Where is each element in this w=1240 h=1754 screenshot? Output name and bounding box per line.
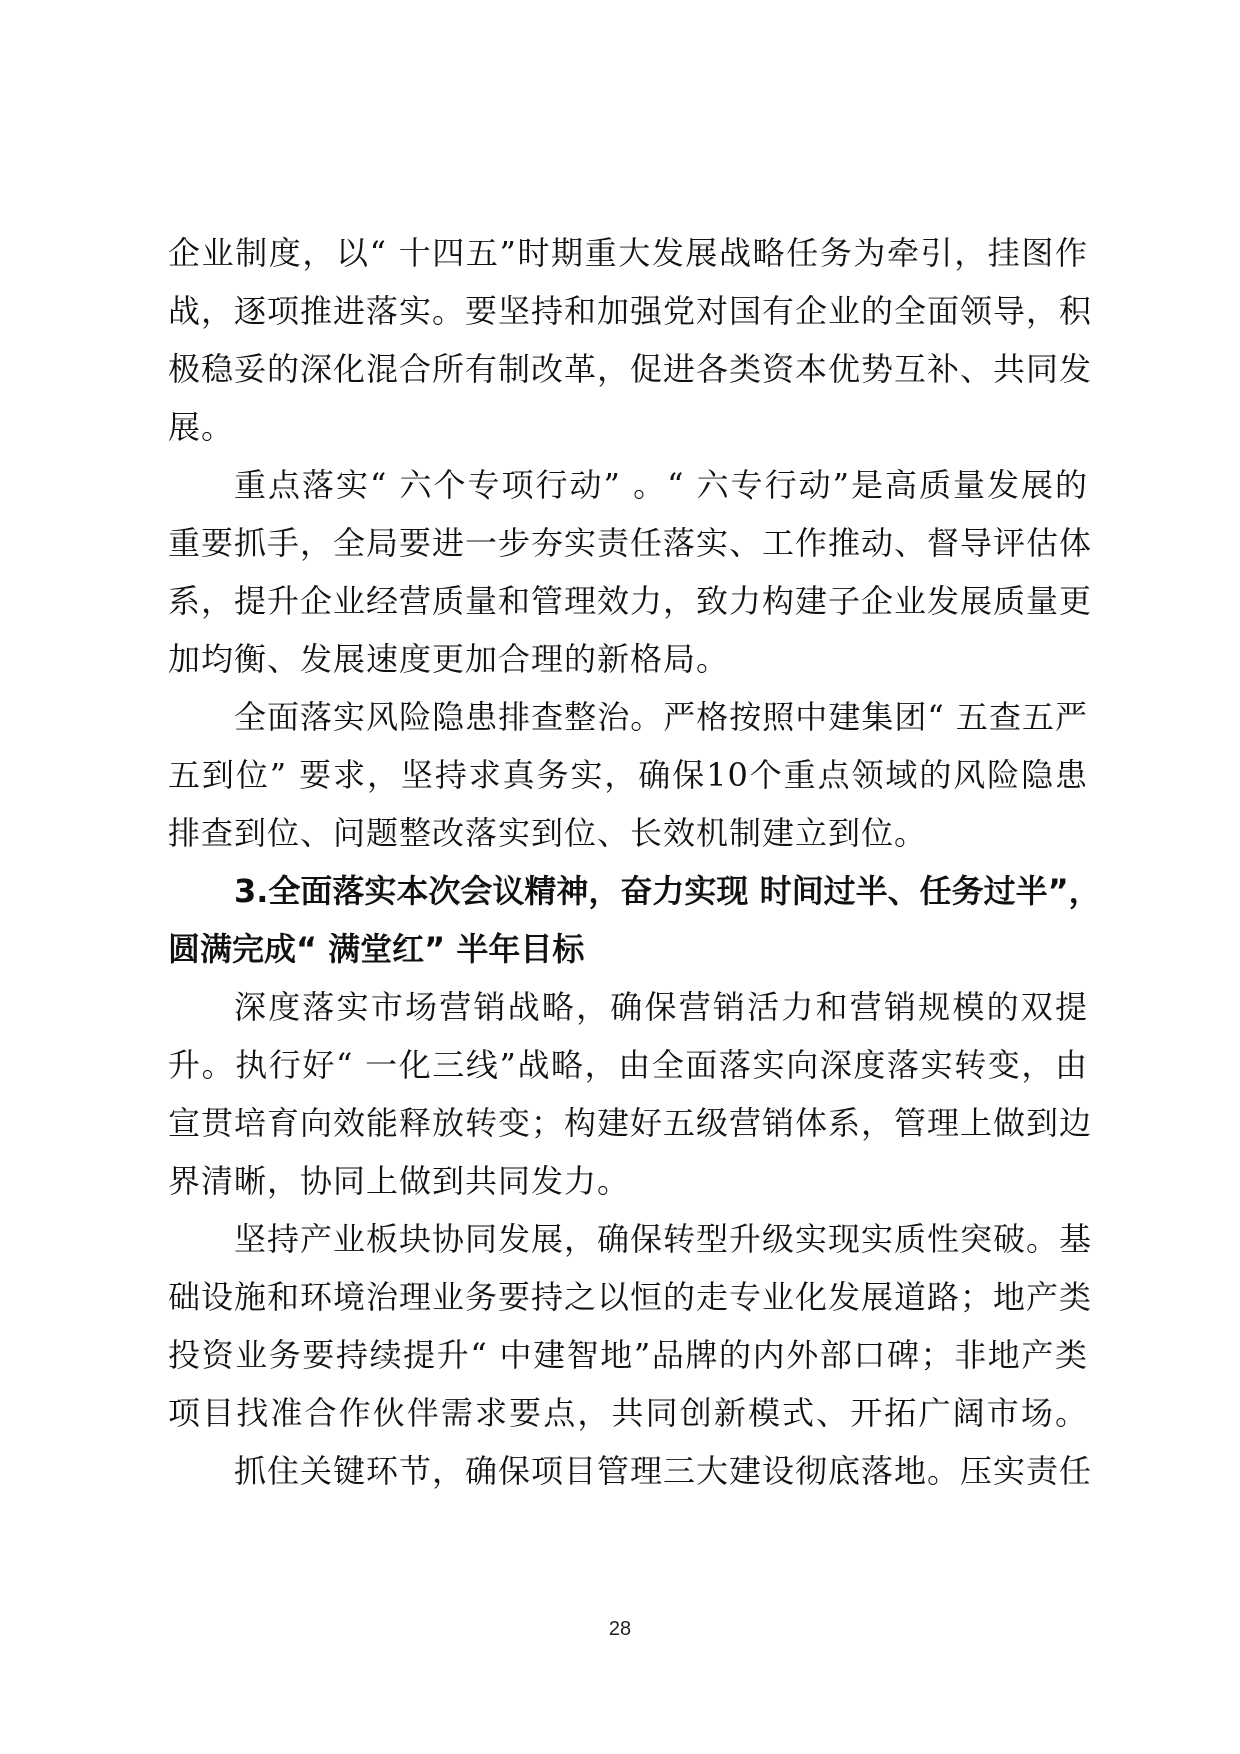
text-line: 加均衡、发展速度更加合理的新格局。	[168, 640, 730, 678]
text-line: 展。	[168, 408, 235, 446]
text-line: 排查到位、问题整改落实到位、长效机制建立到位。	[168, 814, 928, 852]
paragraph	[168, 456, 1093, 688]
paragraph	[168, 978, 1093, 1210]
paragraph	[168, 1442, 1093, 1500]
text-line: 宣贯培育向效能释放转变；构建好五级营销体系，管理上做到边	[168, 1104, 1093, 1142]
text-line: 五到位” 要求，坚持求真务实，确保10个重点领域的风险隐患	[168, 756, 1088, 794]
text-line: 项目找准合作伙伴需求要点，共同创新模式、开拓广阔市场。	[168, 1394, 1088, 1432]
text-line: 极稳妥的深化混合所有制改革，促进各类资本优势互补、共同发	[168, 350, 1093, 388]
paragraph	[168, 1210, 1093, 1442]
text-line: 战，逐项推进落实。要坚持和加强党对国有企业的全面领导，积	[168, 292, 1093, 330]
text-line: 系，提升企业经营质量和管理效力，致力构建子企业发展质量更	[168, 582, 1093, 620]
body-text	[168, 224, 1101, 1500]
heading-line: 圆满完成“ 满堂红” 半年目标	[168, 930, 585, 968]
page-number: 28	[608, 1618, 632, 1640]
text-line: 抓住关键环节，确保项目管理三大建设彻底落地。压实责任	[234, 1452, 1093, 1490]
text-line: 升。执行好“ 一化三线”战略，由全面落实向深度落实转变，由	[168, 1046, 1088, 1084]
text-line: 坚持产业板块协同发展，确保转型升级实现实质性突破。基	[234, 1220, 1093, 1258]
paragraph	[168, 688, 1088, 862]
text-line: 重要抓手，全局要进一步夯实责任落实、工作推动、督导评估体	[168, 524, 1093, 562]
text-line: 投资业务要持续提升“ 中建智地”品牌的内外部口碑；非地产类	[168, 1336, 1088, 1374]
section-heading	[168, 862, 1101, 978]
paragraph	[168, 224, 1093, 456]
text-line: 界清晰，协同上做到共同发力。	[168, 1162, 631, 1200]
text-line: 础设施和环境治理业务要持之以恒的走专业化发展道路；地产类	[168, 1278, 1093, 1316]
text-line: 重点落实“ 六个专项行动” 。“ 六专行动”是高质量发展的	[234, 466, 1088, 504]
text-line: 深度落实市场营销战略，确保营销活力和营销规模的双提	[234, 988, 1088, 1026]
text-line: 企业制度，以“ 十四五”时期重大发展战略任务为牵引，挂图作	[168, 234, 1088, 272]
heading-line: 3.全面落实本次会议精神，奋力实现 时间过半、任务过半”，	[234, 872, 1101, 910]
text-line: 全面落实风险隐患排查整治。严格按照中建集团“ 五查五严	[234, 698, 1088, 736]
